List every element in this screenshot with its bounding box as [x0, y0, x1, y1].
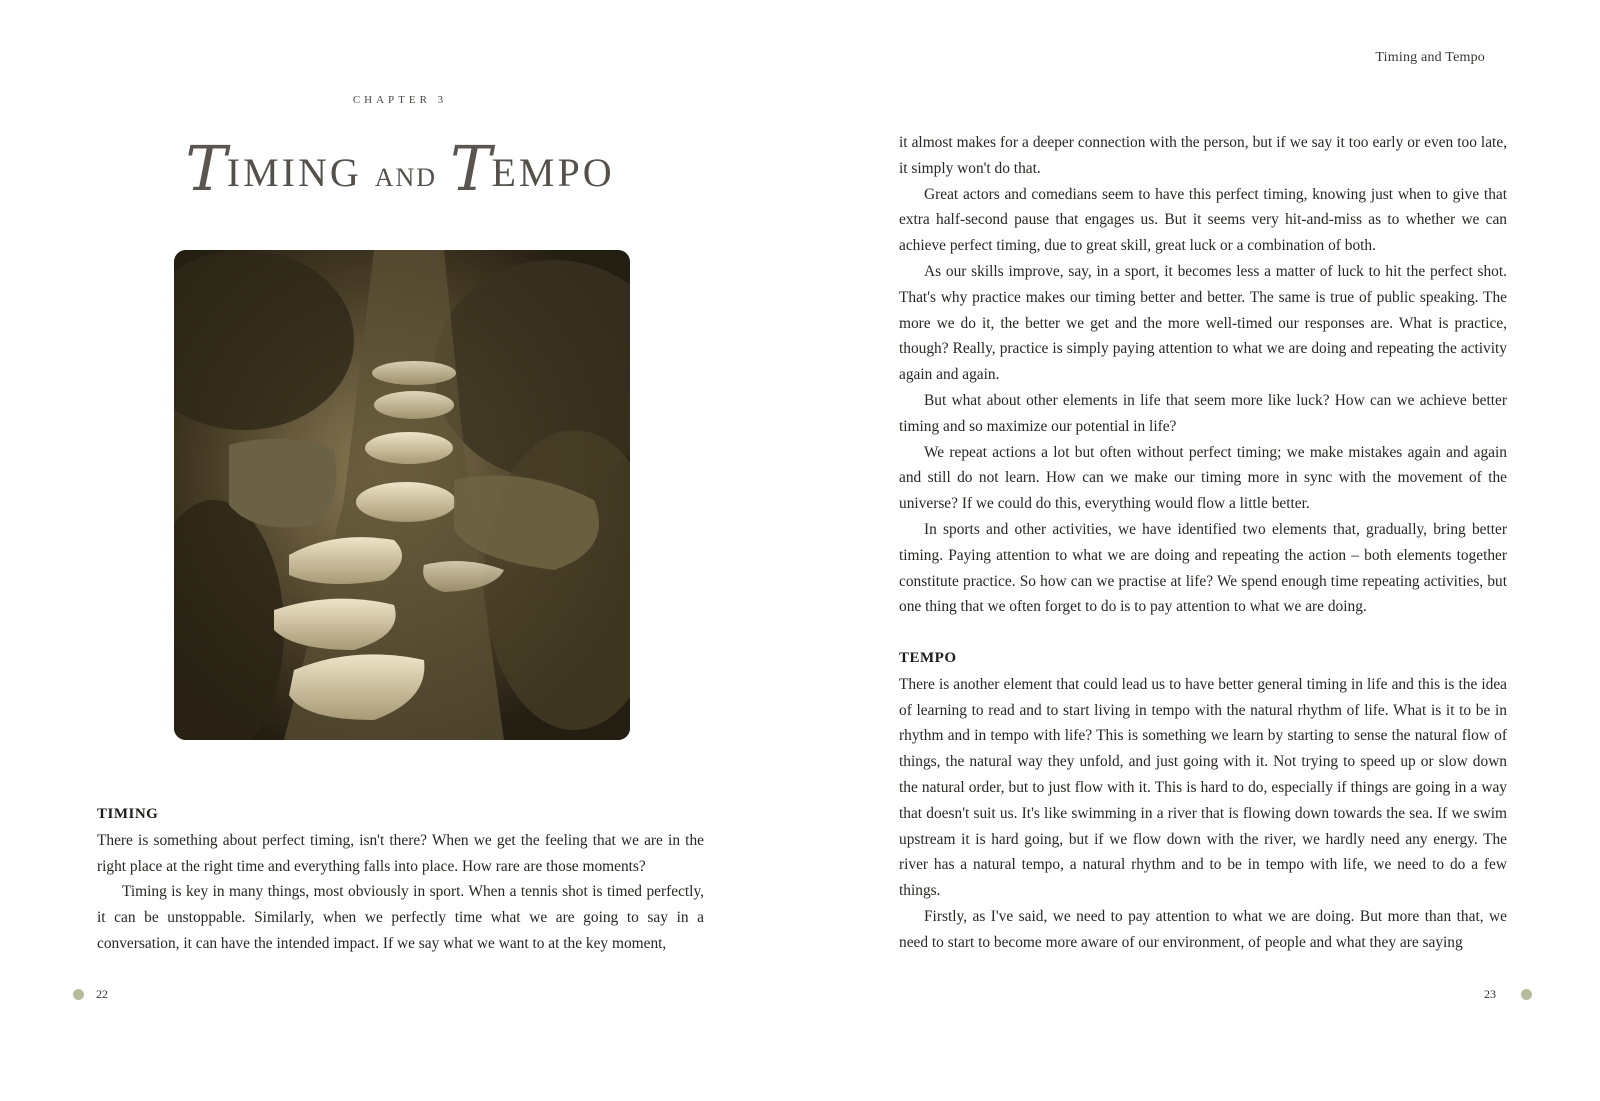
paragraph: Timing is key in many things, most obviously in sport. When a tennis shot is timed perfectly, it can be unstoppable. Similarly, when we perfectly time what we are going to say in a conversation, it can have the intended impact. If we say what we want to at the key moment, — [97, 883, 704, 952]
paragraph: As our skills improve, say, in a sport, it becomes less a matter of luck to hit the perfect shot. That's why practice makes our timing better and better. The same is true of public speaking. The more we do it, the better we get and the more well-timed our responses are. What is practice, though? Really, practice is simply paying attention to what we are doing and repeating the activity again and again. — [899, 262, 1507, 384]
paragraph: Firstly, as I've said, we need to pay attention to what we are doing. But more than that, we need to start to become more aware of our environment, of people and what they are saying — [899, 907, 1507, 951]
section-heading-timing: TIMING — [97, 806, 159, 822]
stepping-stones-photo — [174, 250, 630, 740]
page-number: 22 — [96, 987, 108, 1001]
right-body-text — [899, 130, 1507, 956]
running-head: Timing and Tempo — [1375, 50, 1485, 65]
chapter-title — [120, 128, 680, 205]
left-body-text — [97, 802, 704, 957]
title-word-2: EMPO — [491, 150, 615, 195]
page-number: 23 — [1484, 987, 1496, 1001]
folio-dot — [73, 989, 84, 1000]
chapter-label: CHAPTER 3 — [352, 94, 448, 106]
title-word-1: IMING — [226, 150, 362, 195]
title-initial-1: T — [185, 132, 227, 205]
paragraph: In sports and other activities, we have identified two elements that, gradually, bring better timing. Paying attention to what we are doing and repeating the action – both elements together constitute practice. So how can we practise at life? We spend enough time repeating activities, but one thing that we often forget to do is to pay attention to what we are doing. — [899, 520, 1507, 616]
section-gap — [899, 620, 1507, 646]
paragraph: We repeat actions a lot but often without perfect timing; we make mistakes again and again and still do not learn. How can we make our timing more in sync with the movement of the universe? If we could do this, everything would flow a little better. — [899, 443, 1507, 513]
paragraph: But what about other elements in life that seem more like luck? How can we achieve better timing and so maximize our potential in life? — [899, 391, 1507, 435]
section-heading-tempo: TEMPO — [899, 649, 957, 666]
stepping-stones-image — [174, 250, 630, 740]
paragraph: Great actors and comedians seem to have this perfect timing, knowing just when to give that extra half-second pause that engages us. But it seems very hit-and-miss as to whether we can achieve perfect timing, due to great skill, great luck or a combination of both. — [899, 185, 1507, 255]
paragraph: There is another element that could lead us to have better general timing in life and this is the idea of learning to read and to start living in tempo with the natural rhythm of life. What is it to be in rhythm and in tempo with life? This is something we learn by starting to sense the natural flow of things, the natural way they unfold, and just going with it. Not trying to speed up or slow down the natural order, but to just flow with it. This is hard to do, especially if things are going in a way that doesn't suit us. It's like swimming in a river that is flowing down towards the sea. If we swim upstream it is hard going, but if we flow down with the river, we hardly need any energy. The river has a natural tempo, a natural rhythm and to be in tempo with life, we need to do a few things. — [899, 675, 1507, 900]
paragraph: There is something about perfect timing, isn't there? When we get the feeling that we are in the right place at the right time and everything falls into place. How rare are those moments? — [97, 831, 704, 875]
title-and: AND — [374, 163, 438, 192]
title-initial-2: T — [450, 132, 492, 205]
folio-dot — [1521, 989, 1532, 1000]
paragraph: it almost makes for a deeper connection with the person, but if we say it too early or even too late, it simply won't do that. — [899, 134, 1507, 177]
